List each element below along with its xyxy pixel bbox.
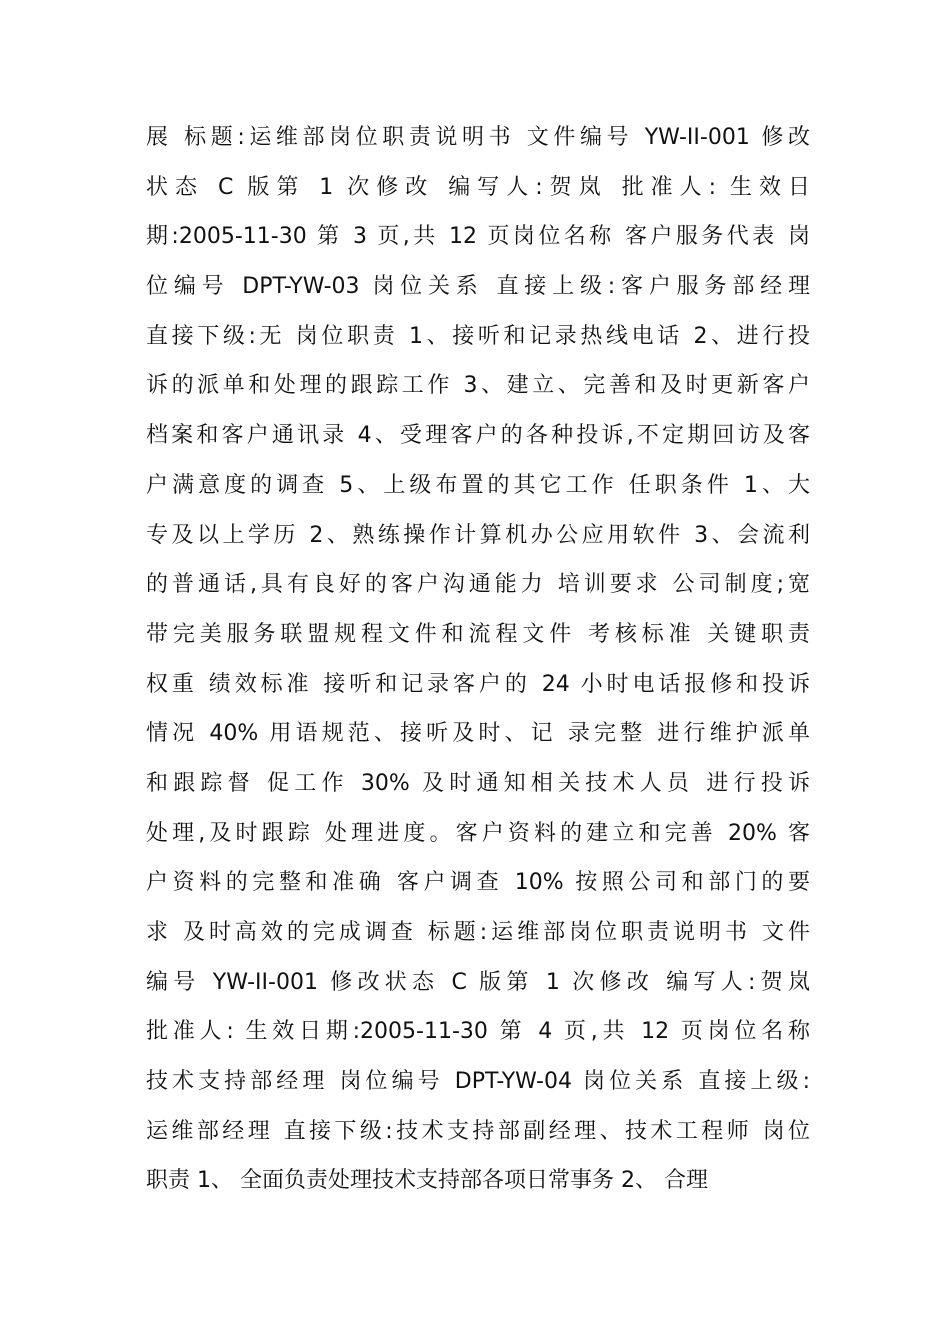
- text-line: 的普通话,具有良好的客户沟通能力 培训要求 公司制度;宽: [146, 572, 810, 598]
- text-line: 求 及时高效的完成调查 标题:运维部岗位职责说明书 文件: [146, 920, 810, 945]
- text-line: 档案和客户通讯录 4、受理客户的各种投诉,不定期回访及客: [146, 423, 810, 449]
- text-line: 带完美服务联盟规程文件和流程文件 考核标准 关键职责: [146, 621, 810, 647]
- text-line: 户资料的完整和准确 客户调查 10% 按照公司和部门的要: [146, 870, 810, 896]
- text-line: 编号 YW-II-001 修改状态 C 版第 1 次修改 编写人:贺岚: [146, 969, 810, 995]
- text-line: 状态 C 版第 1 次修改 编写人:贺岚 批准人: 生效日: [146, 174, 810, 200]
- body-text: [146, 113, 810, 1206]
- text-line: 期:2005-11-30 第 3 页,共 12 页岗位名称 客户服务代表 岗: [146, 224, 810, 250]
- text-line: 权重 绩效标准 接听和记录客户的 24 小时电话报修和投诉: [146, 671, 810, 697]
- text-line: 运维部经理 直接下级:技术支持部副经理、技术工程师 岗位: [146, 1118, 810, 1144]
- text-line: 位编号 DPT-YW-03 岗位关系 直接上级:客户服务部经理: [146, 274, 810, 300]
- text-line: 展 标题:运维部岗位职责说明书 文件编号 YW-II-001 修改: [146, 125, 810, 150]
- text-line: 直接下级:无 岗位职责 1、接听和记录热线电话 2、进行投: [146, 323, 810, 349]
- text-line: 情况 40% 用语规范、接听及时、记 录完整 进行维护派单: [146, 721, 810, 747]
- text-line: 批准人: 生效日期:2005-11-30 第 4 页,共 12 页岗位名称: [146, 1019, 810, 1045]
- text-line: 技术支持部经理 岗位编号 DPT-YW-04 岗位关系 直接上级:: [146, 1069, 810, 1095]
- text-line: 处理,及时跟踪 处理进度。客户资料的建立和完善 20% 客: [146, 820, 810, 846]
- text-line: 户满意度的调查 5、上级布置的其它工作 任职条件 1、大: [146, 472, 810, 498]
- text-line: 专及以上学历 2、熟练操作计算机办公应用软件 3、会流利: [146, 522, 810, 548]
- text-line: 和跟踪督 促工作 30% 及时通知相关技术人员 进行投诉: [146, 770, 810, 796]
- text-line: 诉的派单和处理的跟踪工作 3、建立、完善和及时更新客户: [146, 373, 810, 399]
- text-line: 职责 1、 全面负责处理技术支持部各项日常事务 2、 合理: [146, 1168, 708, 1194]
